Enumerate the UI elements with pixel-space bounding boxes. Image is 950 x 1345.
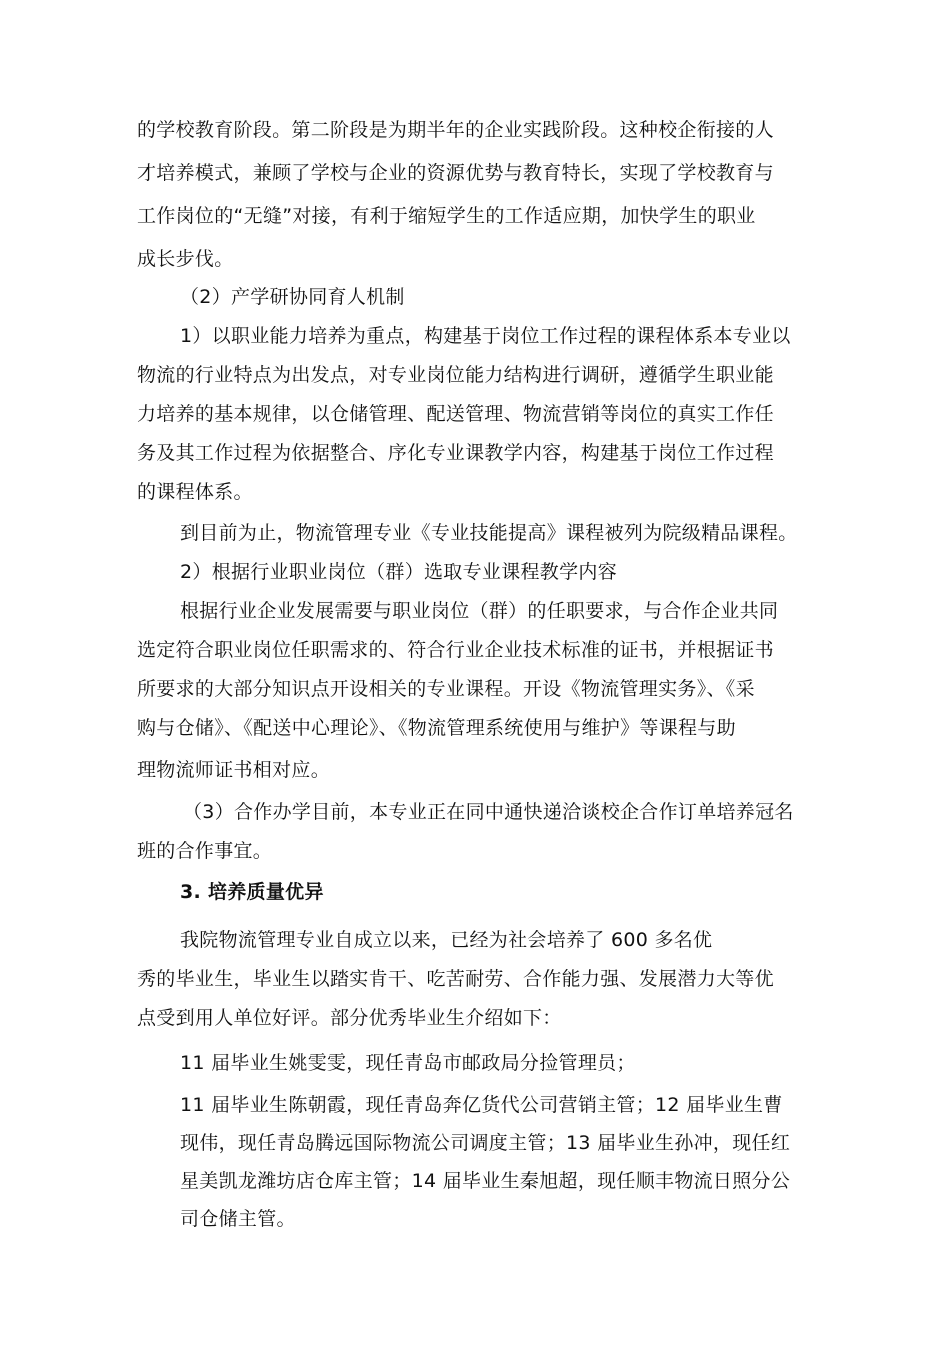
text-line: 工作岗位的“无缝”对接，有利于缩短学生的工作适应期，加快学生的职业 <box>137 205 756 227</box>
text-line: 到目前为止，物流管理专业《专业技能提高》课程被列为院级精品课程。 <box>180 522 798 544</box>
text-line: 才培养模式，兼顾了学校与企业的资源优势与教育特长，实现了学校教育与 <box>137 162 774 184</box>
text-line: 选定符合职业岗位任职需求的、符合行业企业技术标准的证书，并根据证书 <box>137 639 774 661</box>
text-line: 2）根据行业职业岗位（群）选取专业课程教学内容 <box>180 561 617 583</box>
text-line: 务及其工作过程为依据整合、序化专业课教学内容，构建基于岗位工作过程 <box>137 442 774 464</box>
text-line: 现伟，现任青岛腾远国际物流公司调度主管；13 届毕业生孙冲，现任红 <box>180 1132 791 1154</box>
text-line: 11 届毕业生陈朝霞，现任青岛奔亿货代公司营销主管；12 届毕业生曹 <box>180 1094 783 1116</box>
text-line: 力培养的基本规律，以仓储管理、配送管理、物流营销等岗位的真实工作任 <box>137 403 774 425</box>
text-line: 我院物流管理专业自成立以来，已经为社会培养了 600 多名优 <box>180 929 713 951</box>
section-heading: （2）产学研协同育人机制 <box>180 286 405 308</box>
text-line: 秀的毕业生，毕业生以踏实肯干、吃苦耐劳、合作能力强、发展潜力大等优 <box>137 968 774 990</box>
text-line: 11 届毕业生姚雯雯，现任青岛市邮政局分捡管理员； <box>180 1052 636 1074</box>
text-line: 购与仓储》、《配送中心理论》、《物流管理系统使用与维护》等课程与助 <box>137 717 736 739</box>
text-line: 物流的行业特点为出发点，对专业岗位能力结构进行调研，遵循学生职业能 <box>137 364 774 386</box>
text-line: 成长步伐。 <box>137 248 234 270</box>
text-line: 班的合作事宜。 <box>137 840 273 862</box>
section-heading: 3. 培养质量优异 <box>180 881 324 903</box>
text-line: 司仓储主管。 <box>180 1208 296 1230</box>
text-line: 1）以职业能力培养为重点，构建基于岗位工作过程的课程体系本专业以 <box>180 325 791 347</box>
text-line: 点受到用人单位好评。部分优秀毕业生介绍如下： <box>137 1007 562 1029</box>
text-line: 所要求的大部分知识点开设相关的专业课程。开设《物流管理实务》、《采 <box>137 678 755 700</box>
text-line: 的课程体系。 <box>137 481 253 503</box>
text-line: 星美凯龙潍坊店仓库主管；14 届毕业生秦旭超，现任顺丰物流日照分公 <box>180 1170 791 1192</box>
text-line: 的学校教育阶段。第二阶段是为期半年的企业实践阶段。这种校企衔接的人 <box>137 119 774 141</box>
text-line: 根据行业企业发展需要与职业岗位（群）的任职要求，与合作企业共同 <box>180 600 779 622</box>
text-line: 理物流师证书相对应。 <box>137 759 331 781</box>
section-heading: （3）合作办学目前，本专业正在同中通快递洽谈校企合作订单培养冠名 <box>183 801 794 823</box>
